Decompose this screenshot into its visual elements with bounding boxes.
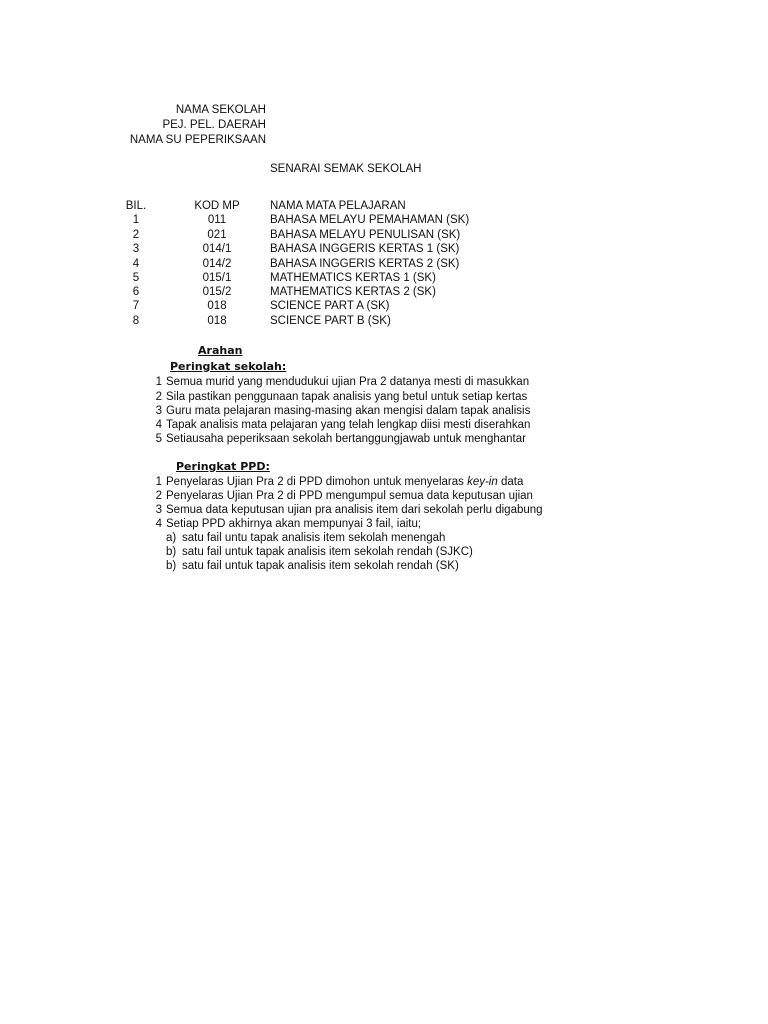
sub-item-text: satu fail untu tapak analisis item sekolah menengah [182, 532, 446, 544]
cell-bil: 7 [132, 300, 140, 312]
cell-bil: 6 [132, 286, 140, 298]
item-text: Guru mata pelajaran masing-masing akan mengisi dalam tapak analisis [166, 405, 531, 417]
keyin-italic: key-in [467, 476, 498, 488]
arahan-heading: Arahan [198, 344, 243, 357]
col-header-nama: NAMA MATA PELAJARAN [270, 200, 406, 212]
cell-kod: 018 [207, 315, 227, 327]
cell-nama: SCIENCE PART B (SK) [270, 315, 391, 327]
sub-item-letter: b) [166, 546, 177, 558]
cell-kod: 011 [207, 214, 227, 226]
item-text: Penyelaras Ujian Pra 2 di PPD mengumpul semua data keputusan ujian [166, 490, 533, 502]
cell-nama: BAHASA MELAYU PENULISAN (SK) [270, 229, 461, 241]
sub-item-letter: a) [166, 532, 177, 544]
cell-nama: SCIENCE PART A (SK) [270, 300, 390, 312]
sub-item-text: satu fail untuk tapak analisis item sekolah rendah (SK) [182, 560, 459, 572]
cell-kod: 015/1 [202, 272, 232, 284]
item-number: 3 [155, 405, 162, 417]
cell-kod: 014/2 [202, 258, 232, 270]
cell-bil: 4 [132, 258, 140, 270]
page-title: SENARAI SEMAK SEKOLAH [270, 163, 422, 175]
item-text: Semua data keputusan ujian pra analisis item dari sekolah perlu digabung [166, 504, 543, 516]
item-text: Sila pastikan penggunaan tapak analisis yang betul untuk setiap kertas [166, 391, 528, 403]
item-text: Semua murid yang mendudukui ujian Pra 2 datanya mesti di masukkan [166, 376, 530, 388]
cell-nama: BAHASA INGGERIS KERTAS 1 (SK) [270, 243, 460, 255]
exam-secretary-label: NAMA SU PEPERIKSAAN [129, 134, 266, 146]
cell-nama: BAHASA INGGERIS KERTAS 2 (SK) [270, 258, 460, 270]
item-number: 2 [155, 391, 162, 403]
sub-item-letter: b) [166, 560, 177, 572]
cell-nama: MATHEMATICS KERTAS 1 (SK) [270, 272, 436, 284]
col-header-bil: BIL. [125, 200, 147, 212]
item-number: 4 [155, 518, 162, 530]
district-office-label: PEJ. PEL. DAERAH [162, 119, 266, 131]
item-number: 5 [155, 433, 162, 445]
cell-bil: 3 [132, 243, 140, 255]
cell-kod: 018 [207, 300, 227, 312]
cell-nama: BAHASA MELAYU PEMAHAMAN (SK) [270, 214, 470, 226]
item-number: 4 [155, 419, 162, 431]
item-text: Setiap PPD akhirnya akan mempunyai 3 fail, iaitu; [166, 518, 422, 530]
ppd-level-heading: Peringkat PPD: [176, 460, 270, 473]
cell-nama: MATHEMATICS KERTAS 2 (SK) [270, 286, 436, 298]
col-header-kod: KOD MP [194, 200, 240, 212]
cell-bil: 5 [132, 272, 140, 284]
school-name-label: NAMA SEKOLAH [175, 104, 266, 116]
item-number: 1 [155, 476, 162, 488]
item-text: Tapak analisis mata pelajaran yang telah lengkap diisi mesti diserahkan [166, 419, 531, 431]
cell-kod: 015/2 [202, 286, 232, 298]
cell-bil: 8 [132, 315, 140, 327]
cell-bil: 1 [132, 214, 140, 226]
cell-kod: 021 [207, 229, 227, 241]
item-number: 1 [155, 376, 162, 388]
item-text: Setiausaha peperiksaan sekolah bertanggungjawab untuk menghantar [166, 433, 526, 445]
cell-bil: 2 [132, 229, 140, 241]
sub-item-text: satu fail untuk tapak analisis item sekolah rendah (SJKC) [182, 546, 473, 558]
school-level-heading: Peringkat sekolah: [170, 360, 287, 373]
cell-kod: 014/1 [202, 243, 232, 255]
item-number: 2 [155, 490, 162, 502]
item-number: 3 [155, 504, 162, 516]
item-text: Penyelaras Ujian Pra 2 di PPD dimohon untuk menyelaras key-in data [166, 476, 524, 488]
